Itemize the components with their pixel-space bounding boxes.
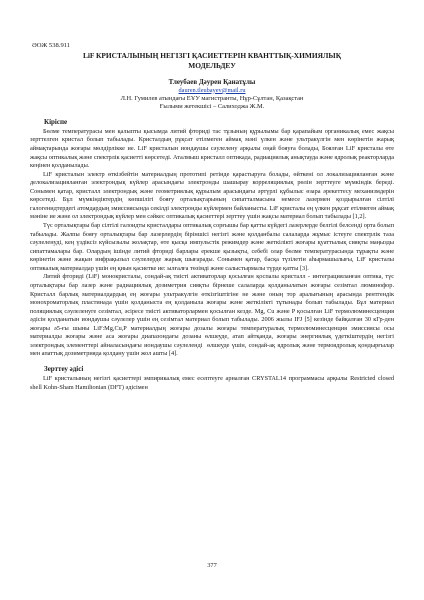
udk-code: ӘОЖ 538.911	[32, 42, 71, 49]
body-paragraph-3: Түс орталықтары бар сілтілі галоидты кристалдары оптикалық сорғышы бар қатты күйдегі лазерлерде белгілі белсенді орта болып табылады. Жалпы бояғу орталықтары бар лазерлердің біріншісі негізгі және қолданбалы салаларда жұмыс істеуге спектрлік таза сәулеленуді, кең үздіксіз күйсызылы жолақтар, өте қысқа импульстік режимдер және жеткілікті жоғары қуаттылық сияқты маңызды сипаттамалары бар. Олардың ішінде литий фториді барлары ерекше қызықты, себебі олар бөлме температурасында тұрақты және көрінетін және жақын инфрақызыл сәулелерде жарық шығарады. Сонымен қатар, басқа түзілетін аһырмашылығы, LiF кристалы оптикалық материалдар үшін ең қиын қасиетке ие: ылғалға төзімді және салыстырмалы түрде қатты [3].	[30, 222, 394, 272]
paper-title-line-2: МОДЕЛЬДЕУ	[188, 60, 236, 70]
page-number: 377	[207, 562, 217, 569]
section-heading-introduction: Кіріспе	[44, 117, 68, 126]
author-email-link[interactable]: dauren.tleubayev@mail.ru	[178, 86, 246, 94]
author-affiliation: Л.Н. Гумилев атындағы ЕҰУ магистранты, Нұр-Сұлтан, Қазақстан	[120, 95, 304, 102]
body-paragraph-5: LiF кристалының негізгі қасиеттері эмпирикалық емес есептеуге арналған CRYSTAL14 программасы арқылы Restricted closed shell Kohn-Sham Hamiltonian (DFT) әдісімен	[30, 375, 394, 391]
body-paragraph-2: LiF кристалын электр өткізбейтін материалдың прототипі ретінде қарастыруға болады, өйткені ол локализацияланған және делокализацияланған электрондық күйлер арасындағы электронды шашырау корреляциялық рөлін зерттеуге мүмкіндік береді. Сонымен қатар, кристалл электрондық және геометриялық құрылым арасындағы әртүрлі құбылыс өзара әрекеттесу механизмдерін көрсетеді. Бұл мүмкіндіктердің көпшілігі бояғу орталықтарының сипатталмасына немесе лазермен қоздырылған сілтілі галогенидтердегі атомдардың эмиссиясында секілді электронды күйлермен байланысты. LiF кристалы ең үлкен рұқсат етілмеген аймақ мәніне ие және ол электрондық күйлер мен сәйкес оптикалық қасиеттері зерттеу үшін жақсы материал болып табылады [1,2].	[30, 170, 394, 221]
document-page	[30, 42, 394, 392]
scientific-supervisor: Ғылыми жетекшісі – Салиходжа Ж.М.	[159, 103, 265, 111]
paper-title-line-1: LiF КРИСТАЛЫНЫҢ НЕГІЗГІ ҚАСИЕТТЕРІН КВАНТТЫҚ-ХИМИЯЛЫҚ	[82, 51, 342, 60]
body-paragraph-4: Литий фториді (LiF) монокристалы, сондай-ақ тиісті активаторлар қосылған қоспалы кристалл - интеграцияланған оптика, түс орталықтары бар лазер және радиациялық дозиметрия сияқты бірнеше салаларда қолданылатын жоғары сезімтал люминофор. Кристалл барлық материалдардың ең жоғары ультракүлгін өткізгіштігіне не және оның тор аралығының арасында рентгендік монохроматорлық пластинада үшін қолданыста ең қолданыла жоғары және жеткілікті тұтынады болып табылады. Бұл материал поляциялық сәулеленуге сезімтал, әсіресе тиісті активаторлармен қосылған кезде. Mg, Cu және P қосылған LiF термолюминесценция әдісін қолданатын иондаушы сәулелер үшін ең сезімтал материал болып табылады. 2006 жылы IFJ [5] кезінде байқалған 30 кГр-ден жоғары ә5-ғы шыны LiF:Mg,Cu,P материалдың жоғары дозалы жоғары температуралық термолюминесценция эмиссиясы осы материалды жоғары және аса жоғары диапазондағы дозаны өлшеуде, атап айтқанда, жоғары энергиялық үдеткіштердің негізгі электрондық элементтері айналасындағы иондаушы сәулелендi ​​ өлшеуде үшін, сондай-ақ ядролық және термоядролық қондырғылар мен апаттық дозиметрияда қолдану үшін жол ашты [4].	[30, 273, 394, 358]
paper-title	[30, 51, 394, 70]
author-name: Тлеубаев Дәурен Қанатұлы	[168, 78, 256, 86]
body-paragraph-1: Бөлме температурасы мен қалыпты қысымда литий фториді тас тұзының құрылымы бар қарапайым органикалық емес жақсы зерттелген кристал болып табылады. Кристалдың рұқсат етілмеген аймақ мәні үлкен және ультракүлгін мен көрінетін жарық аймақтарында жоғары мөлдірлікке ие. LiF кристалын иондаушы сәулелену арқылы оңай бояуға болады, Боялған LiF кристалы өте жақсы оптикалық және спектрлік қасиетті көрсетеді. Аталмыш кристалл оптикада, радиациялық анықтауда және ядролық реакторларда кеңінен қолданылады.	[30, 127, 394, 170]
section-heading-method: Зерттеу әдісі	[44, 365, 84, 373]
